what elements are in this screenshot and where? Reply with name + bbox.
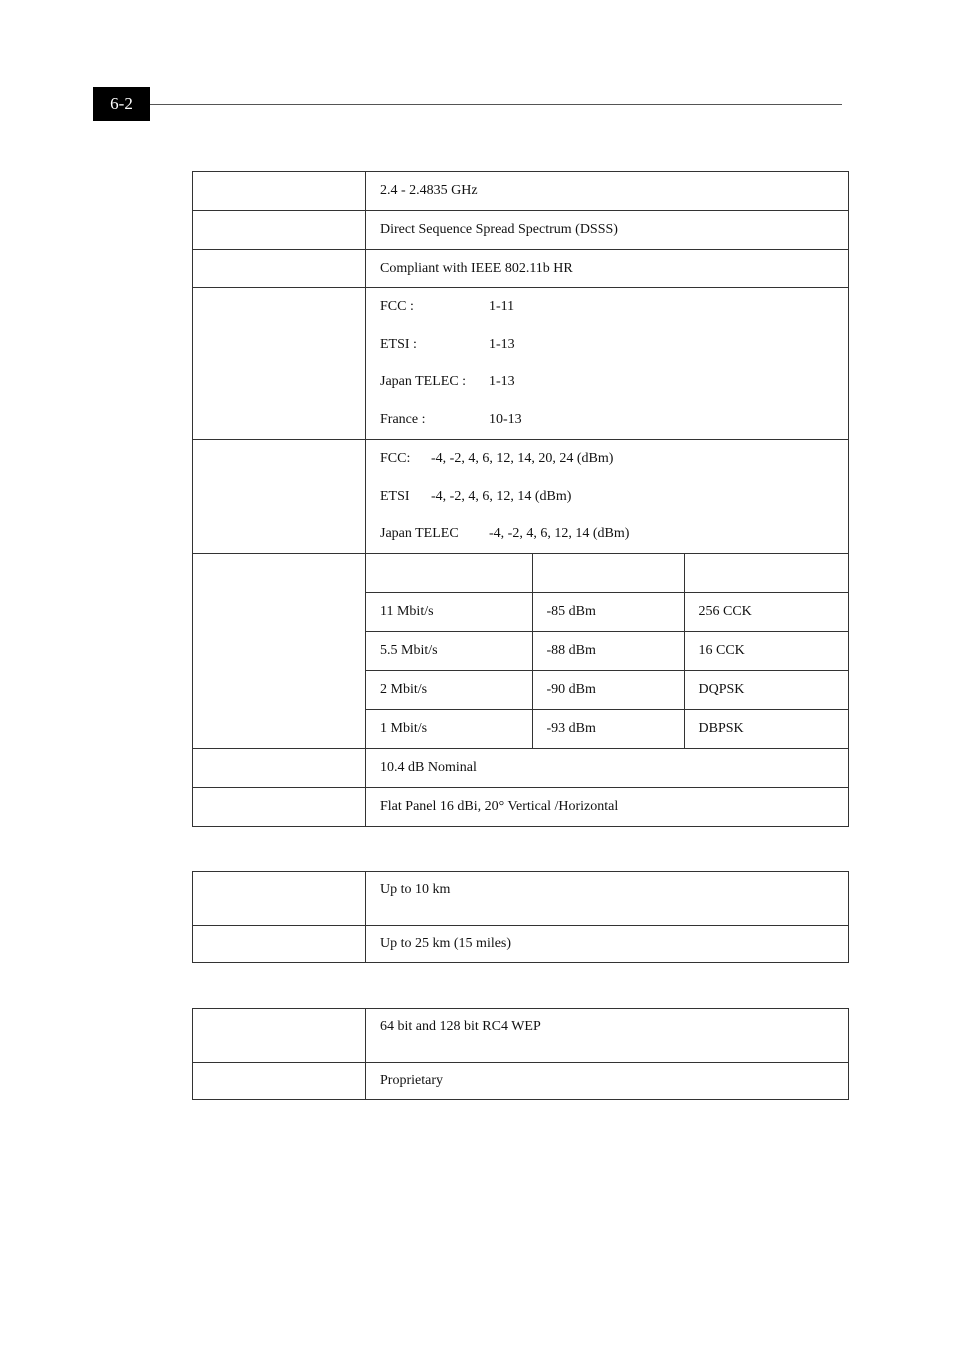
row-label-cell	[193, 211, 366, 250]
list-item: Japan TELEC : 1-13	[380, 374, 515, 390]
modulation-cell: 256 CCK	[684, 593, 848, 632]
table-row	[193, 554, 849, 749]
table-row	[366, 710, 848, 749]
list-item: France : 10-13	[380, 411, 522, 427]
modulation-cell: DQPSK	[684, 671, 848, 710]
row-label-cell	[193, 749, 366, 788]
table-row	[193, 749, 849, 788]
table-row	[193, 288, 849, 440]
list-item: FCC : 1-11	[380, 299, 515, 315]
standard-value: Compliant with IEEE 802.11b HR	[366, 250, 849, 288]
level-cell: -93 dBm	[532, 710, 684, 749]
channels-list	[380, 288, 848, 439]
rate-cell: 5.5 Mbit/s	[366, 632, 532, 671]
security-value-2: Proprietary	[366, 1063, 849, 1100]
row-label-cell	[193, 1009, 366, 1063]
range-table	[192, 871, 849, 963]
row-label-cell	[193, 554, 366, 749]
modulation-value: Direct Sequence Spread Spectrum (DSSS)	[366, 211, 849, 250]
antenna-value: Flat Panel 16 dBi, 20° Vertical /Horizontal	[366, 788, 849, 827]
row-label-cell	[193, 440, 366, 554]
table-row	[193, 440, 849, 554]
header-cell	[532, 554, 684, 593]
row-label-cell	[193, 926, 366, 963]
sensitivity-table	[366, 554, 848, 748]
modulation-cell: DBPSK	[684, 710, 848, 749]
list-item: ETSI : 1-13	[380, 336, 515, 352]
table-row	[193, 1009, 849, 1063]
tx-power-cell	[366, 440, 849, 554]
table-row	[193, 872, 849, 926]
rate-cell: 11 Mbit/s	[366, 593, 532, 632]
level-cell: -88 dBm	[532, 632, 684, 671]
frequency-value: 2.4 - 2.4835 GHz	[366, 172, 849, 211]
table-row	[193, 788, 849, 827]
rate-cell: 2 Mbit/s	[366, 671, 532, 710]
list-item: ETSI -4, -2, 4, 6, 12, 14 (dBm)	[380, 488, 572, 504]
security-table	[192, 1008, 849, 1100]
table-row	[193, 250, 849, 288]
list-item: Japan TELEC -4, -2, 4, 6, 12, 14 (dBm)	[380, 526, 630, 541]
level-cell: -85 dBm	[532, 593, 684, 632]
row-label-cell	[193, 288, 366, 440]
table-row	[366, 671, 848, 710]
table-row	[366, 554, 848, 593]
table-row	[193, 1063, 849, 1100]
noise-figure-value: 10.4 dB Nominal	[366, 749, 849, 788]
header-cell	[366, 554, 532, 593]
range-value-2: Up to 25 km (15 miles)	[366, 926, 849, 963]
table-row	[193, 926, 849, 963]
sensitivity-cell	[366, 554, 849, 749]
header-rule	[150, 104, 842, 105]
tx-power-list	[380, 440, 848, 553]
level-cell: -90 dBm	[532, 671, 684, 710]
channels-cell	[366, 288, 849, 440]
page-number-badge: 6-2	[93, 87, 150, 121]
row-label-cell	[193, 172, 366, 211]
list-item: FCC: -4, -2, 4, 6, 12, 14, 20, 24 (dBm)	[380, 451, 614, 466]
row-label-cell	[193, 250, 366, 288]
modulation-cell: 16 CCK	[684, 632, 848, 671]
row-label-cell	[193, 872, 366, 926]
header-cell	[684, 554, 848, 593]
table-row	[366, 632, 848, 671]
range-value-1: Up to 10 km	[366, 872, 849, 926]
table-row	[366, 593, 848, 632]
row-label-cell	[193, 1063, 366, 1100]
rate-cell: 1 Mbit/s	[366, 710, 532, 749]
table-row	[193, 211, 849, 250]
row-label-cell	[193, 788, 366, 827]
radio-spec-table	[192, 171, 849, 827]
table-row	[193, 172, 849, 211]
security-value-1: 64 bit and 128 bit RC4 WEP	[366, 1009, 849, 1063]
